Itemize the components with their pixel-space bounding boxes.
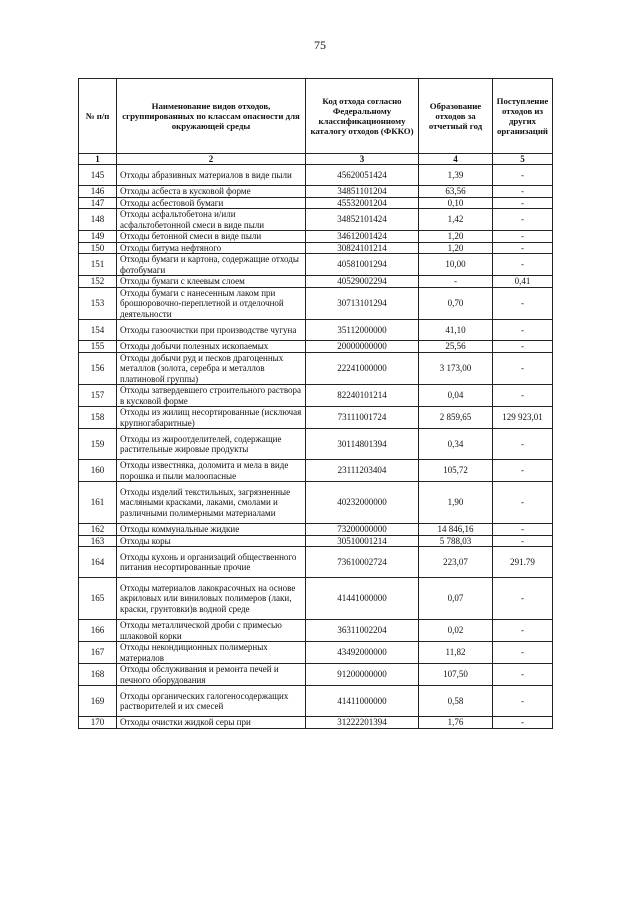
formed-amount: 223,07 [419,547,493,578]
column-number-row [79,154,553,165]
fkko-code: 22241000000 [306,352,419,385]
table-row [79,341,553,353]
fkko-code: 41441000000 [306,578,419,620]
fkko-code: 35112000000 [306,320,419,341]
header-code: Код отхода согласно Федеральному классификационному каталогу отходов (ФККО) [306,79,419,154]
formed-amount: 10,00 [419,254,493,276]
header-num: № п/п [79,79,117,154]
table-row [79,165,553,186]
waste-name: Отходы кухонь и организаций общественного питания несортированные прочие [117,547,306,578]
formed-amount: 0,34 [419,429,493,460]
received-amount: - [493,186,553,198]
formed-amount: 1,90 [419,482,493,524]
header-row [79,79,553,154]
table-row [79,482,553,524]
waste-name: Отходы некондиционных полимерных материалов [117,642,306,664]
table-row [79,535,553,547]
waste-name: Отходы асбеста в кусковой форме [117,186,306,198]
fkko-code: 30114801394 [306,429,419,460]
received-amount: - [493,287,553,320]
waste-name: Отходы абразивных материалов в виде пыли [117,165,306,186]
received-amount: - [493,578,553,620]
fkko-code: 30824101214 [306,242,419,254]
fkko-code: 45620051424 [306,165,419,186]
formed-amount: 1,39 [419,165,493,186]
fkko-code: 40529002294 [306,276,419,288]
row-number: 163 [79,535,117,547]
header-name: Наименование видов отходов, сгруппированных по классам опасности для окружающей среды [117,79,306,154]
waste-name: Отходы органических галогеносодержащих растворителей и их смесей [117,686,306,717]
row-number: 161 [79,482,117,524]
formed-amount: 14 846,16 [419,524,493,536]
waste-name: Отходы асфальтобетона и/или асфальтобетонной смеси в виде пыли [117,209,306,231]
formed-amount: 3 173,00 [419,352,493,385]
row-number: 167 [79,642,117,664]
received-amount: - [493,620,553,642]
row-number: 160 [79,460,117,482]
column-number: 4 [419,154,493,165]
table-row [79,524,553,536]
row-number: 156 [79,352,117,385]
fkko-code: 34851101204 [306,186,419,198]
table-row [79,664,553,686]
fkko-code: 73200000000 [306,524,419,536]
row-number: 155 [79,341,117,353]
received-amount: - [493,341,553,353]
column-number: 1 [79,154,117,165]
received-amount: 0,41 [493,276,553,288]
table-row [79,242,553,254]
formed-amount: 107,50 [419,664,493,686]
fkko-code: 43492000000 [306,642,419,664]
received-amount: - [493,642,553,664]
formed-amount: 0,02 [419,620,493,642]
table-row [79,717,553,729]
fkko-code: 73610002724 [306,547,419,578]
table-row [79,231,553,243]
waste-name: Отходы очистки жидкой серы при [117,717,306,729]
row-number: 166 [79,620,117,642]
row-number: 145 [79,165,117,186]
formed-amount: 2 859,65 [419,407,493,429]
received-amount: - [493,231,553,243]
formed-amount: 1,20 [419,231,493,243]
table-row [79,385,553,407]
table-row [79,620,553,642]
waste-name: Отходы коммунальные жидкие [117,524,306,536]
table-body [79,165,553,729]
row-number: 168 [79,664,117,686]
row-number: 150 [79,242,117,254]
waste-name: Отходы добычи полезных ископаемых [117,341,306,353]
formed-amount: 5 788,03 [419,535,493,547]
table-row [79,642,553,664]
column-number: 3 [306,154,419,165]
table-row [79,686,553,717]
waste-name: Отходы металлической дроби с примесью шлаковой корки [117,620,306,642]
row-number: 159 [79,429,117,460]
formed-amount: 63,56 [419,186,493,198]
fkko-code: 91200000000 [306,664,419,686]
fkko-code: 40581001294 [306,254,419,276]
received-amount: - [493,429,553,460]
table-row [79,460,553,482]
row-number: 165 [79,578,117,620]
table-row [79,186,553,198]
header-formed: Образование отходов за отчетный год [419,79,493,154]
column-number: 2 [117,154,306,165]
formed-amount: 1,42 [419,209,493,231]
received-amount: - [493,242,553,254]
row-number: 158 [79,407,117,429]
page-number: 75 [314,38,326,52]
row-number: 169 [79,686,117,717]
fkko-code: 73111001724 [306,407,419,429]
fkko-code: 34612001424 [306,231,419,243]
fkko-code: 30713101294 [306,287,419,320]
waste-name: Отходы коры [117,535,306,547]
waste-table [78,78,553,729]
formed-amount: 0,04 [419,385,493,407]
fkko-code: 36311002204 [306,620,419,642]
row-number: 146 [79,186,117,198]
fkko-code: 23111203404 [306,460,419,482]
waste-name: Отходы из жилищ несортированные (исключая крупногабаритные) [117,407,306,429]
row-number: 153 [79,287,117,320]
received-amount: 129 923,01 [493,407,553,429]
table-row [79,287,553,320]
fkko-code: 30510001214 [306,535,419,547]
table-row [79,197,553,209]
waste-name: Отходы материалов лакокрасочных на основе акриловых или виниловых полимеров (лаки, краски, грунтовки)в водной среде [117,578,306,620]
fkko-code: 20000000000 [306,341,419,353]
formed-amount: - [419,276,493,288]
formed-amount: 0,58 [419,686,493,717]
fkko-code: 82240101214 [306,385,419,407]
table-row [79,254,553,276]
received-amount: - [493,209,553,231]
waste-name: Отходы асбестовой бумаги [117,197,306,209]
fkko-code: 41411000000 [306,686,419,717]
table-row [79,578,553,620]
waste-name: Отходы добычи руд и песков драгоценных металлов (золота, серебра и металлов платиновой группы) [117,352,306,385]
row-number: 149 [79,231,117,243]
waste-name: Отходы изделий текстильных, загрязненные масляными красками, лаками, смолами и различными полимерными материалами [117,482,306,524]
received-amount: - [493,664,553,686]
table-row [79,407,553,429]
formed-amount: 0,70 [419,287,493,320]
waste-name: Отходы газоочистки при производстве чугуна [117,320,306,341]
received-amount: - [493,197,553,209]
row-number: 164 [79,547,117,578]
received-amount: - [493,482,553,524]
received-amount: - [493,686,553,717]
row-number: 154 [79,320,117,341]
row-number: 147 [79,197,117,209]
row-number: 148 [79,209,117,231]
waste-name: Отходы из жироотделителей, содержащие растительные жировые продукты [117,429,306,460]
formed-amount: 0,07 [419,578,493,620]
waste-name: Отходы затвердевшего строительного раствора в кусковой форме [117,385,306,407]
waste-name: Отходы бумаги с клеевым слоем [117,276,306,288]
waste-name: Отходы битума нефтяного [117,242,306,254]
formed-amount: 1,20 [419,242,493,254]
fkko-code: 31222201394 [306,717,419,729]
formed-amount: 1,76 [419,717,493,729]
received-amount: - [493,385,553,407]
fkko-code: 34852101424 [306,209,419,231]
table-row [79,352,553,385]
received-amount: - [493,352,553,385]
formed-amount: 25,56 [419,341,493,353]
column-number: 5 [493,154,553,165]
formed-amount: 11,82 [419,642,493,664]
table-row [79,547,553,578]
row-number: 157 [79,385,117,407]
header-received: Поступление отходов из других организаций [493,79,553,154]
received-amount: - [493,524,553,536]
fkko-code: 45532001204 [306,197,419,209]
received-amount: - [493,165,553,186]
received-amount: - [493,254,553,276]
received-amount: - [493,717,553,729]
received-amount: 291.79 [493,547,553,578]
row-number: 170 [79,717,117,729]
row-number: 152 [79,276,117,288]
table-row [79,276,553,288]
formed-amount: 0,10 [419,197,493,209]
received-amount: - [493,535,553,547]
waste-name: Отходы бумаги с нанесенным лаком при брошюровочно-переплетной и отделочной деятельности [117,287,306,320]
row-number: 162 [79,524,117,536]
waste-name: Отходы бумаги и картона, содержащие отходы фотобумаги [117,254,306,276]
formed-amount: 105,72 [419,460,493,482]
table-row [79,429,553,460]
waste-name: Отходы обслуживания и ремонта печей и печного оборудования [117,664,306,686]
waste-name: Отходы известняка, доломита и мела в виде порошка и пыли малоопасные [117,460,306,482]
row-number: 151 [79,254,117,276]
received-amount: - [493,320,553,341]
table-row [79,320,553,341]
waste-name: Отходы бетонной смеси в виде пыли [117,231,306,243]
formed-amount: 41,10 [419,320,493,341]
received-amount: - [493,460,553,482]
table-row [79,209,553,231]
fkko-code: 40232000000 [306,482,419,524]
